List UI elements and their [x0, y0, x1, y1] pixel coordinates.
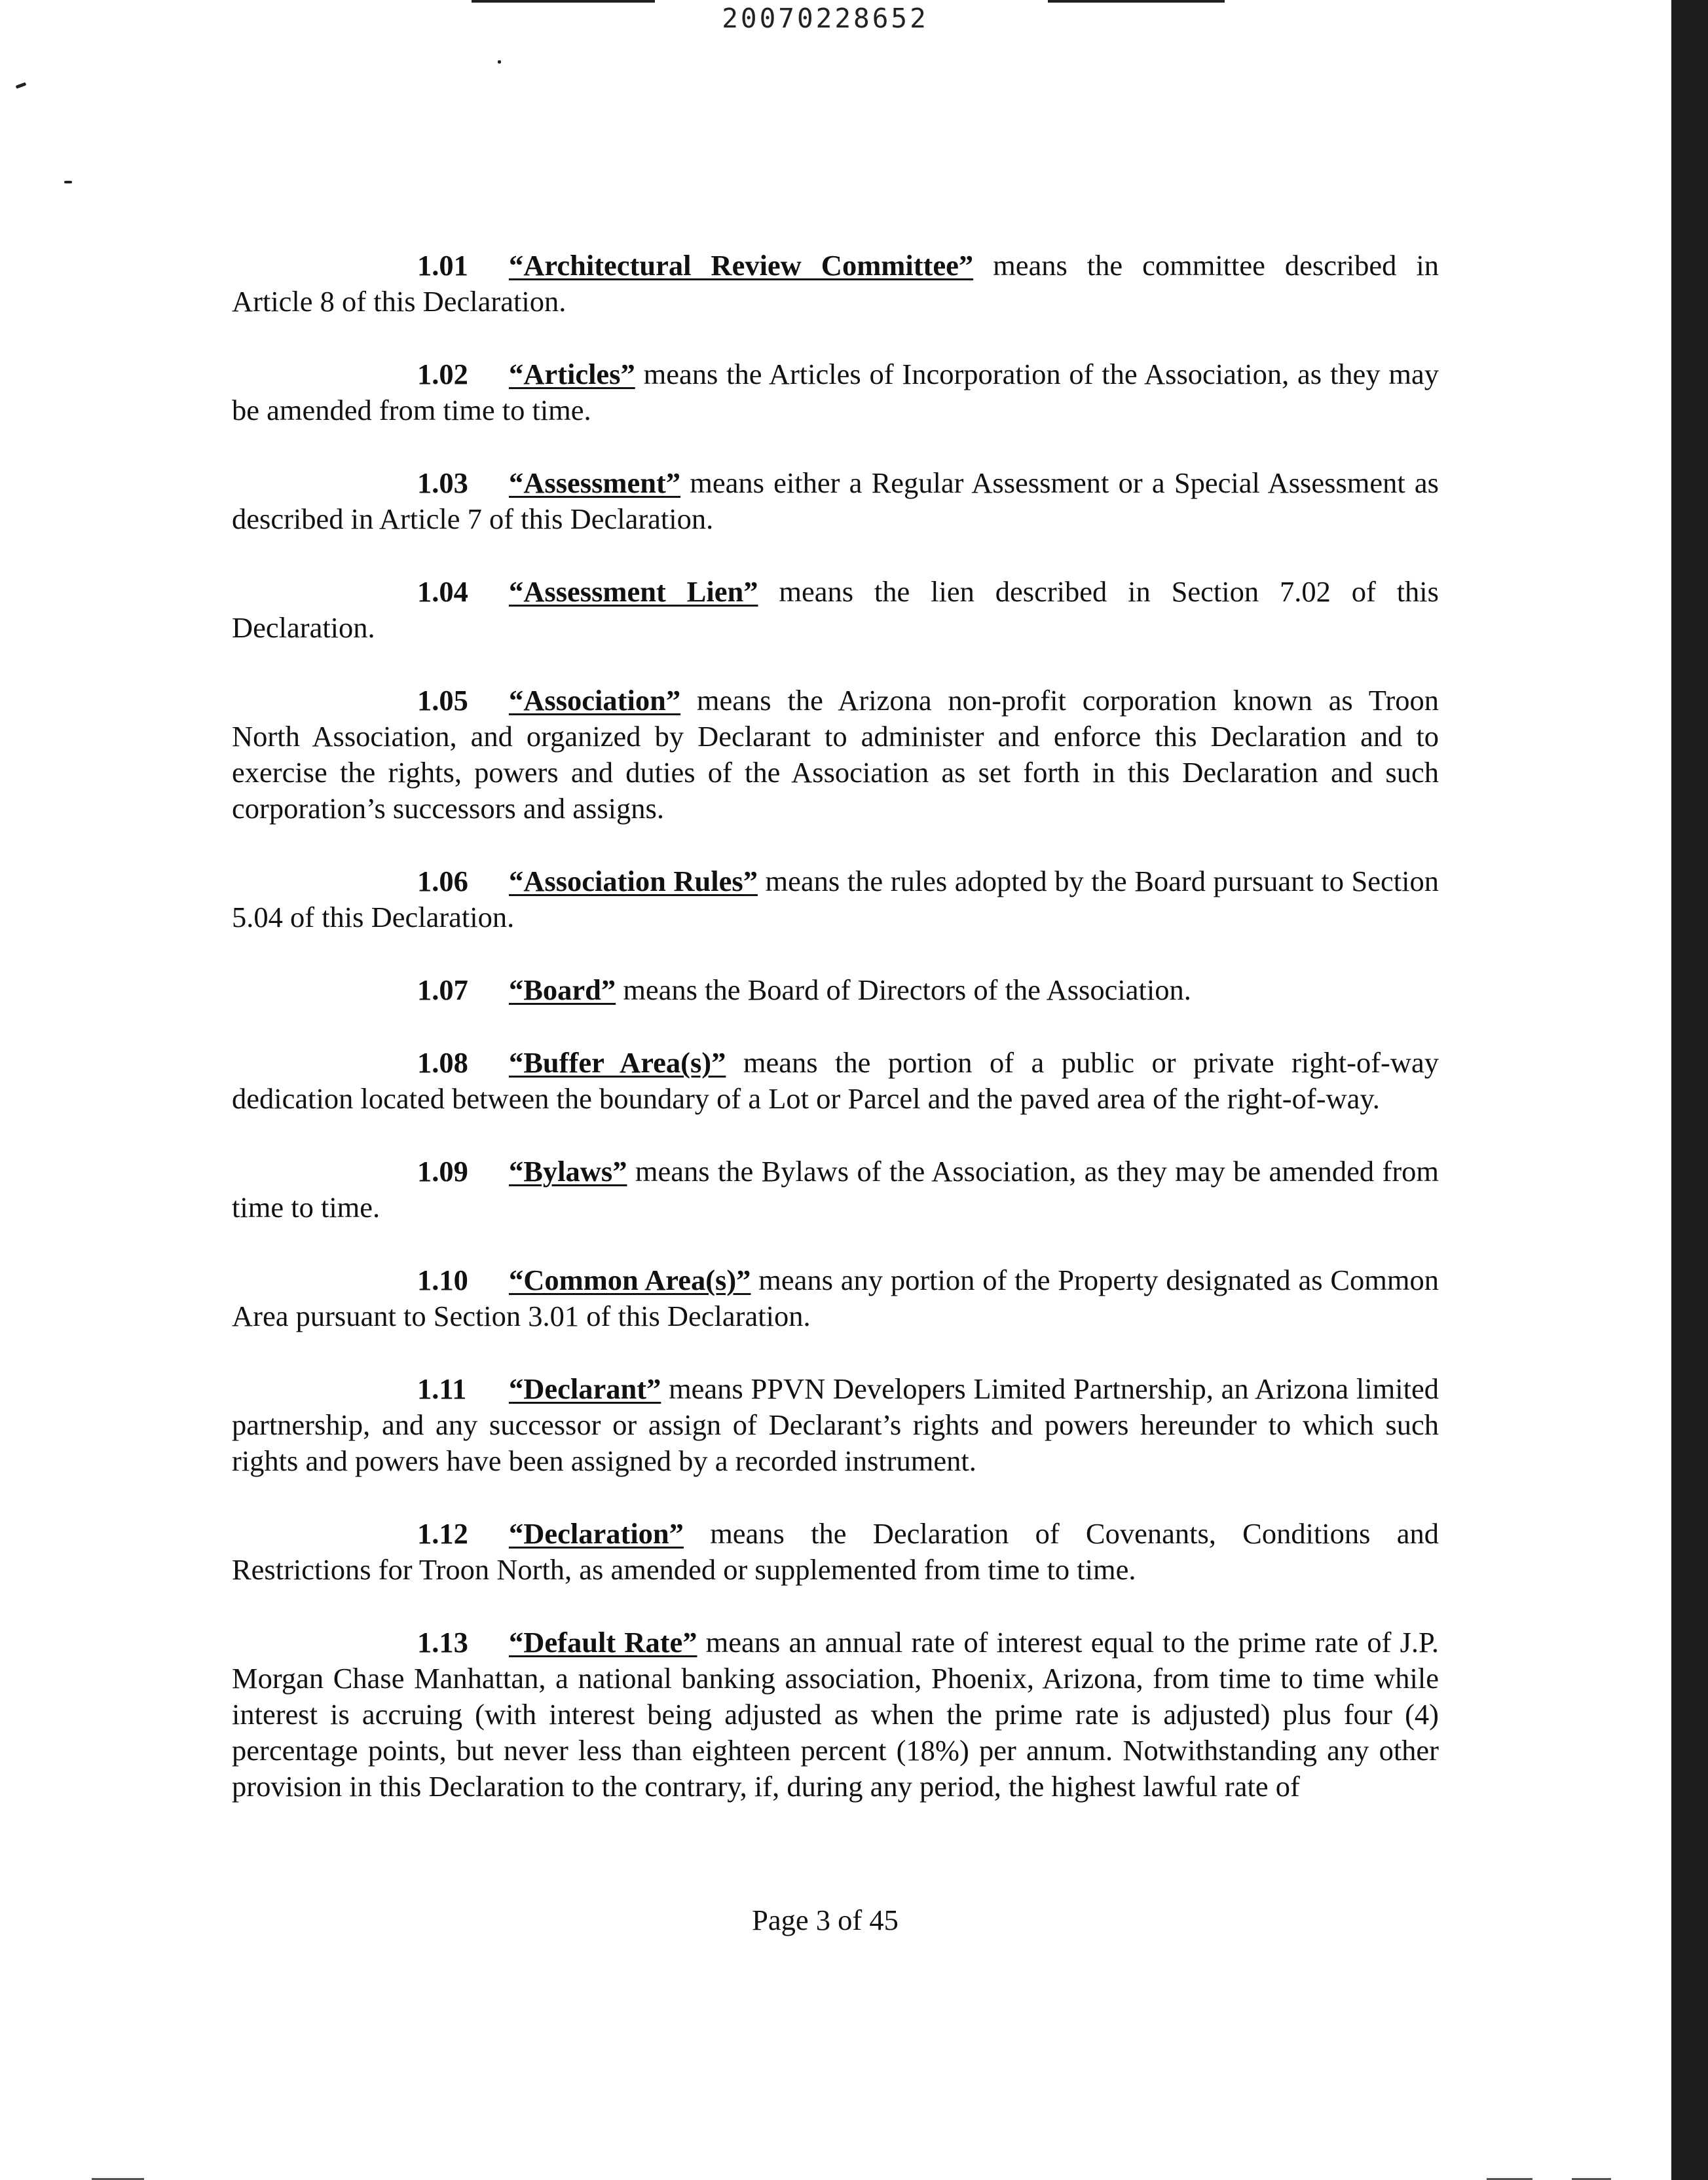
- definition-text: means the committee described in Article 8 of this Declaration.: [232, 249, 1439, 318]
- definition-text: means an annual rate of interest equal to the prime rate of J.P. Morgan Chase Manhattan, a national banking association, Phoenix, Arizona, from time to time while interest is accruing (with interest being adjusted as when the prime rate is adjusted) plus four (4) percentage points, but never less than eighteen percent (18%) per annum. Notwithstanding any other provision in this Declaration to the contrary, if, during any period, the highest lawful rate of: [232, 1626, 1439, 1803]
- section-number: 1.04: [417, 575, 468, 608]
- definitions-section: [232, 248, 1439, 1841]
- definition-text: means the Arizona non-profit corporation known as Troon North Association, and organized by Declarant to administer and enforce this Declaration and to exercise the rights, powers and duties of the Association as set forth in this Declaration and such corporation’s successors and assigns.: [232, 684, 1439, 825]
- definition-paragraph: [232, 683, 1439, 827]
- defined-term: “Articles”: [509, 358, 635, 390]
- definition-text: means the Bylaws of the Association, as they may be amended from time to time.: [232, 1155, 1439, 1224]
- section-number: 1.05: [417, 684, 468, 717]
- scan-speck: [498, 60, 501, 64]
- defined-term: “Default Rate”: [509, 1626, 697, 1659]
- page-number: Page 3 of 45: [752, 1904, 899, 1936]
- definition-text: means the rules adopted by the Board pursuant to Section 5.04 of this Declaration.: [232, 865, 1439, 933]
- definition-paragraph: [232, 356, 1439, 428]
- definition-text: means the lien described in Section 7.02 of this Declaration.: [232, 575, 1439, 644]
- definition-text: means PPVN Developers Limited Partnership, an Arizona limited partnership, and any successor or assign of Declarant’s rights and powers hereunder to which such rights and powers have been assigned by a recorded instrument.: [232, 1372, 1439, 1477]
- defined-term: “Declarant”: [509, 1372, 661, 1405]
- definition-text: means either a Regular Assessment or a Special Assessment as described in Article 7 of this Declaration.: [232, 466, 1439, 535]
- section-number: 1.12: [417, 1517, 468, 1550]
- definition-paragraph: [232, 1045, 1439, 1117]
- section-number: 1.09: [417, 1155, 468, 1188]
- definition-paragraph: [232, 1371, 1439, 1479]
- definition-text: means the Articles of Incorporation of the Association, as they may be amended from time to time.: [232, 358, 1439, 426]
- definition-paragraph: [232, 1625, 1439, 1805]
- definition-text: means the Board of Directors of the Association.: [616, 973, 1191, 1006]
- defined-term: “Association Rules”: [509, 865, 758, 897]
- definition-paragraph: [232, 465, 1439, 537]
- section-number: 1.13: [417, 1626, 468, 1659]
- definition-paragraph: [232, 248, 1439, 320]
- defined-term: “Common Area(s)”: [509, 1264, 751, 1296]
- definition-text: means the portion of a public or private right-of-way dedication located between the boundary of a Lot or Parcel and the paved area of the right-of-way.: [232, 1046, 1439, 1115]
- defined-term: “Board”: [509, 973, 616, 1006]
- section-number: 1.03: [417, 466, 468, 499]
- scan-speck: [16, 82, 27, 88]
- defined-term: “Buffer Area(s)”: [509, 1046, 726, 1079]
- definition-paragraph: [232, 863, 1439, 935]
- section-number: 1.10: [417, 1264, 468, 1296]
- defined-term: “Assessment”: [509, 466, 681, 499]
- definition-paragraph: [232, 574, 1439, 646]
- definition-paragraph: [232, 1516, 1439, 1588]
- definition-paragraph: [232, 1262, 1439, 1334]
- section-number: 1.01: [417, 249, 468, 282]
- section-number: 1.11: [417, 1372, 467, 1405]
- definition-paragraph: [232, 972, 1439, 1008]
- defined-term: “Architectural Review Committee”: [509, 249, 974, 282]
- definition-text: means any portion of the Property designated as Common Area pursuant to Section 3.01 of this Declaration.: [232, 1264, 1439, 1332]
- defined-term: “Declaration”: [509, 1517, 684, 1550]
- section-number: 1.07: [417, 973, 468, 1006]
- section-number: 1.02: [417, 358, 468, 390]
- definition-paragraph: [232, 1154, 1439, 1226]
- section-number: 1.06: [417, 865, 468, 897]
- definition-text: means the Declaration of Covenants, Conditions and Restrictions for Troon North, as amended or supplemented from time to time.: [232, 1517, 1439, 1586]
- section-number: 1.08: [417, 1046, 468, 1079]
- defined-term: “Assessment Lien”: [509, 575, 758, 608]
- scan-speck: [64, 181, 72, 183]
- defined-term: “Association”: [509, 684, 681, 717]
- recording-number: 20070228652: [722, 3, 929, 34]
- defined-term: “Bylaws”: [509, 1155, 627, 1188]
- scanner-edge-band: [1671, 0, 1708, 2180]
